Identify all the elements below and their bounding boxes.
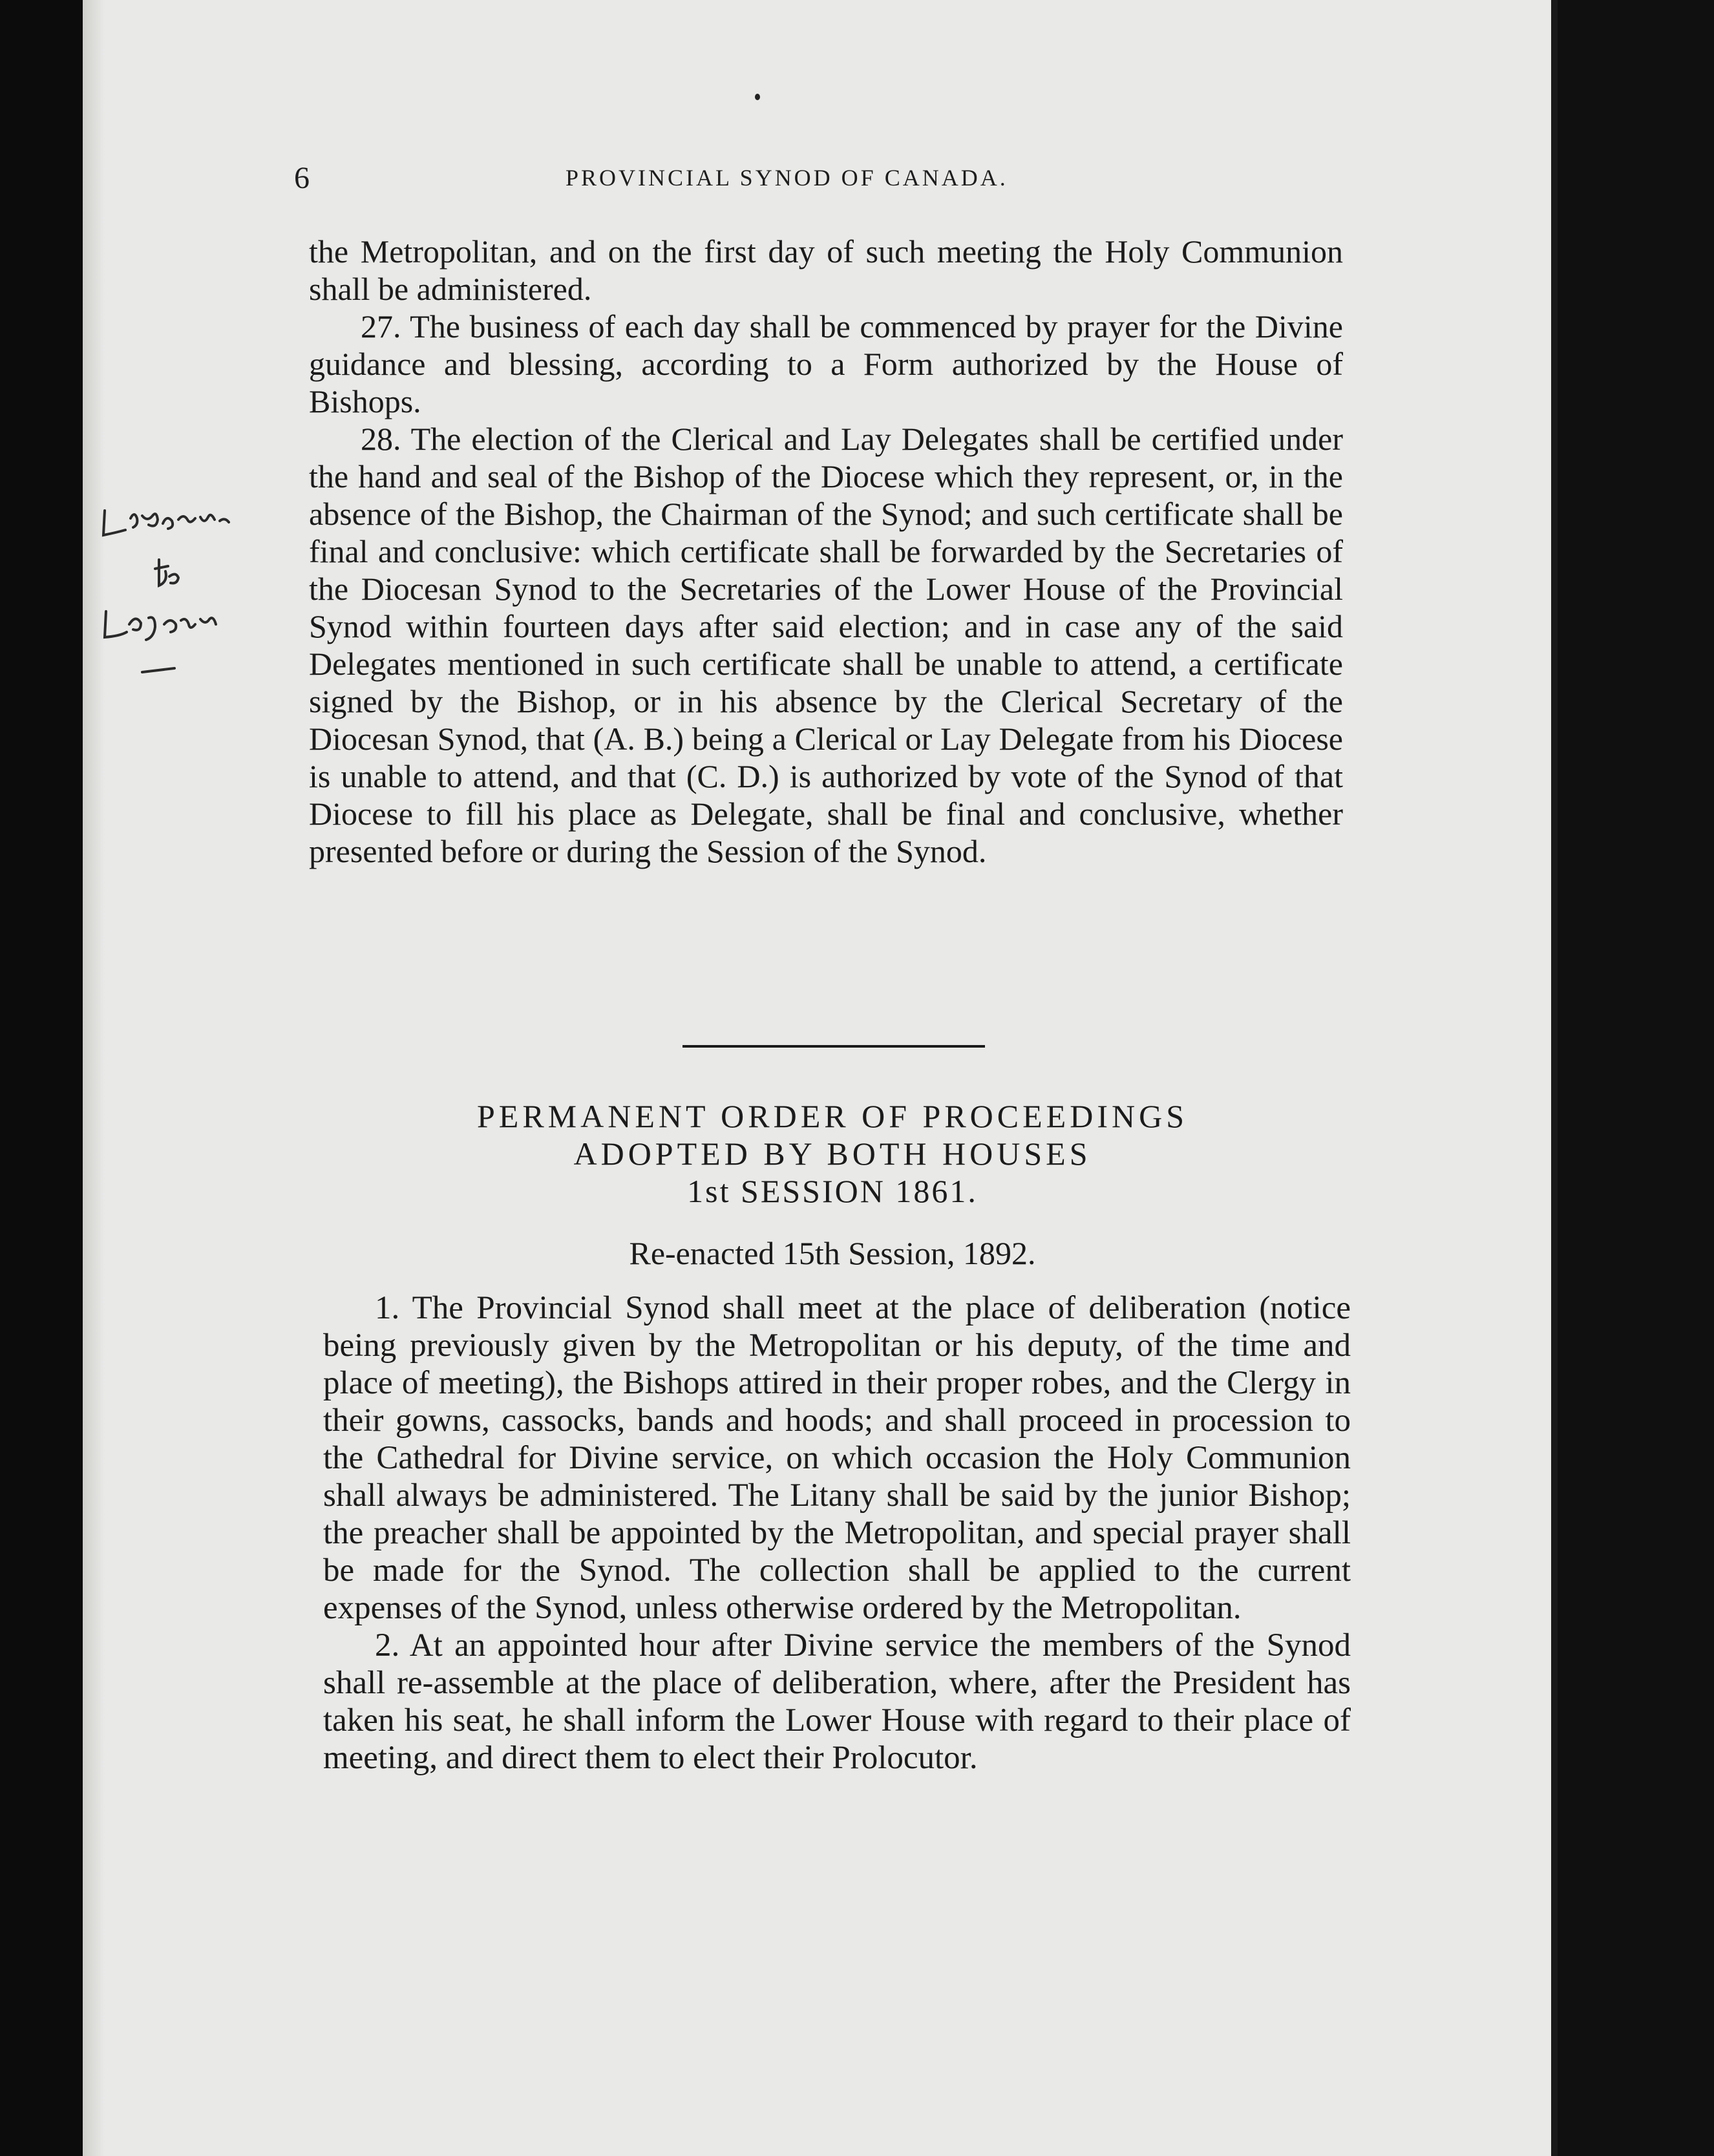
paragraph-28: 28. The election of the Clerical and Lay Delegates shall be certified under the hand and seal of the Bishop of the Diocese which they represent, or, in the absence of the Bishop, the Chairman of the Synod; and such certificate shall be final and conclusive: which certificate shall be forwarded by the Secretaries of the Diocesan Synod to the Secretaries of the Lower House of the Provincial Synod within fourteen days after said election; and in case any of the said Delegates mentioned in such certificate shall be unable to attend, a certificate signed by the Bishop, or in his absence by the Clerical Secretary of the Diocesan Synod, that (A. B.) being a Clerical or Lay Delegate from his Diocese is unable to attend, and that (C. D.) is authorized by vote of the Synod of that Diocese to fill his place as Delegate, shall be final and conclusive, whether presented before or during the Session of the Synod. (309, 421, 1343, 869)
paragraph-27: 27. The business of each day shall be commenced by prayer for the Divine guidance and blessing, according to a Form authorized by the House of Bishops. (309, 308, 1343, 419)
paragraph-1: 1. The Provincial Synod shall meet at the place of deliberation (notice being previously given by the Metropolitan or his deputy, of the time and place of meeting), the Bishops attired in their proper robes, and the Clergy in their gowns, cassocks, bands and hoods; and shall proceed in procession to the Cathedral for Divine service, on which occasion the Holy Communion shall always be administered. The Litany shall be said by the junior Bishop; the preacher shall be appointed by the Metropolitan, and special prayer shall be made for the Synod. The collection shall be applied to the current expenses of the Synod, unless otherwise ordered by the Metropolitan. (323, 1290, 1351, 1626)
heading-line-3: 1st SESSION 1861. (687, 1173, 978, 1209)
handwriting-sketch (97, 498, 284, 692)
top-text-block (309, 233, 1343, 870)
running-title: PROVINCIAL SYNOD OF CANADA. (566, 165, 1008, 191)
continuation-paragraph: the Metropolitan, and on the first day of such meeting the Holy Communion shall be administered. (309, 233, 1343, 307)
paragraph-2: 2. At an appointed hour after Divine service the members of the Synod shall re-assemble at the place of deliberation, where, after the President has taken his seat, he shall inform the Lower House with regard to their place of meeting, and direct them to elect their Prolocutor. (323, 1627, 1351, 1776)
ink-speck (755, 94, 760, 100)
page-number: 6 (294, 161, 310, 195)
page-edge (1551, 0, 1558, 2156)
section-divider (682, 1045, 985, 1048)
bottom-text-block (323, 1289, 1351, 1777)
heading-line-1: PERMANENT ORDER OF PROCEEDINGS (476, 1098, 1189, 1134)
running-head (294, 160, 1360, 199)
heading-line-2: ADOPTED BY BOTH HOUSES (573, 1136, 1092, 1172)
reenacted-subheading: Re-enacted 15th Session, 1892. (629, 1235, 1036, 1271)
scan-border (1558, 0, 1714, 2156)
page-shadow (83, 0, 105, 2156)
handwritten-margin-note (97, 498, 284, 692)
